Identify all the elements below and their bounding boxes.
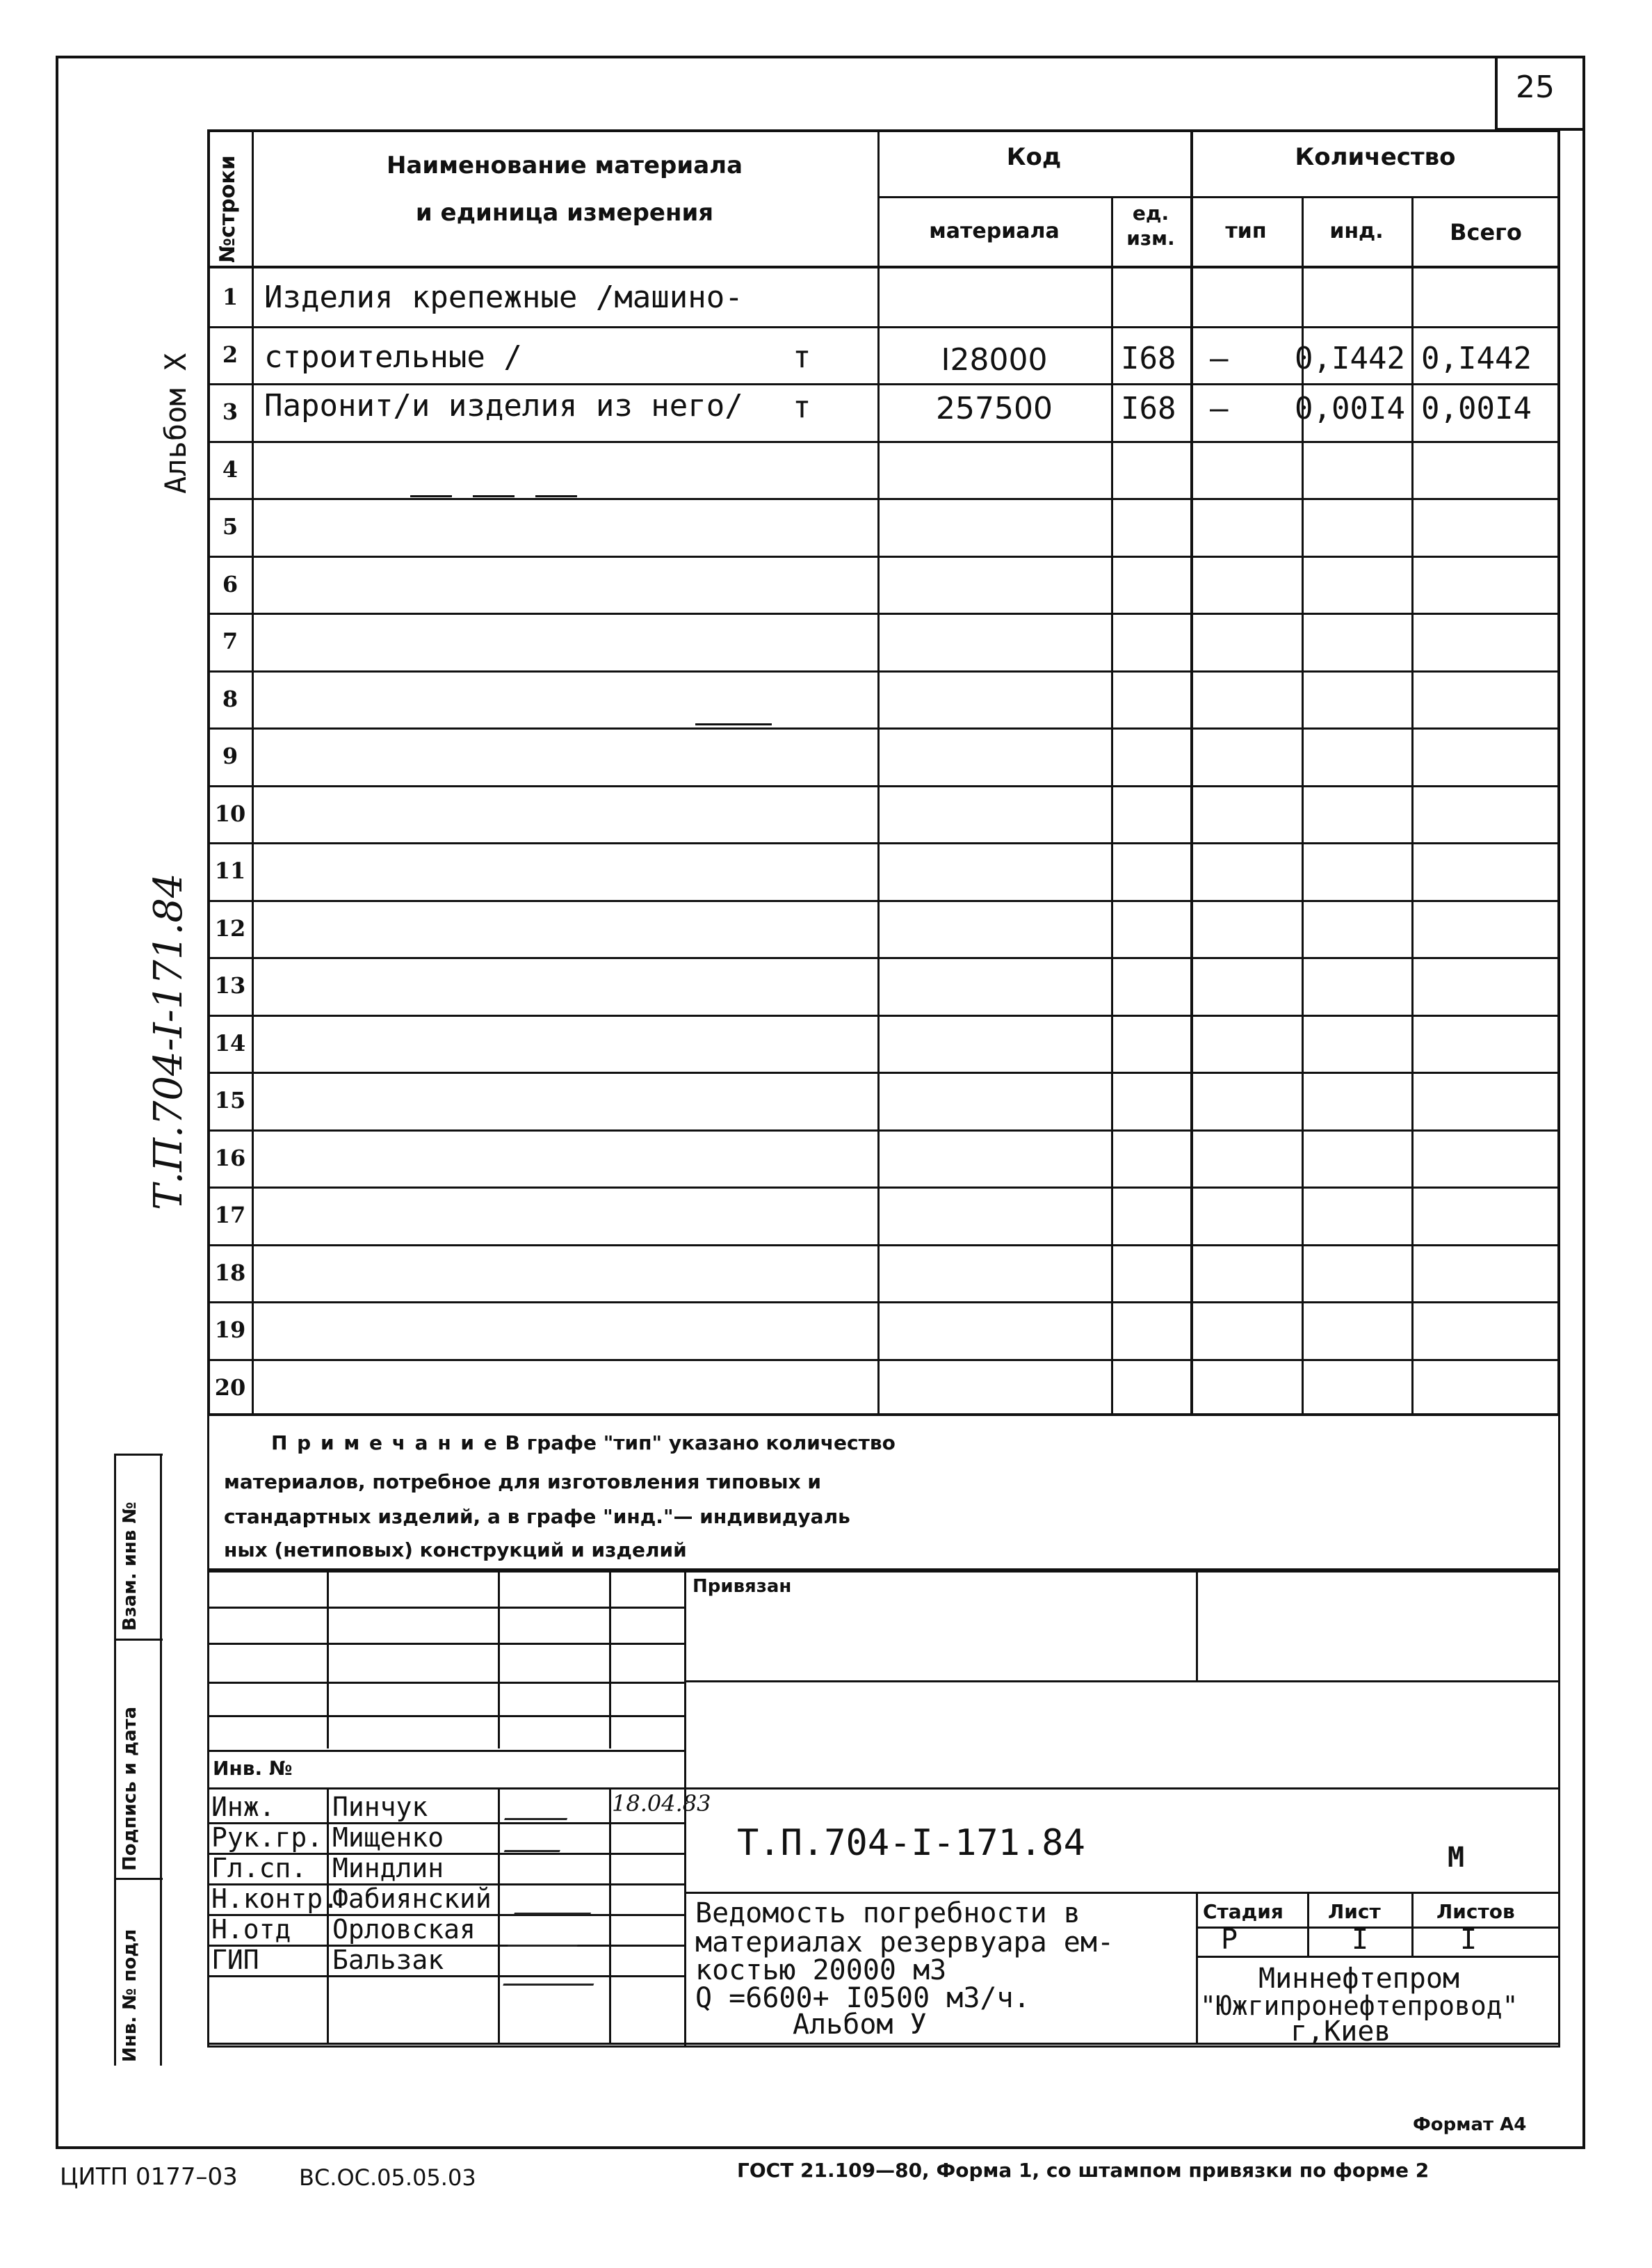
- header-qty-tip: тип: [1225, 219, 1267, 243]
- table-row: [207, 1072, 1560, 1074]
- staff-role: Рук.гр.: [211, 1822, 323, 1853]
- signature-5: [503, 1960, 602, 1986]
- row3-tip: –: [1210, 391, 1229, 426]
- dash-mark-3: [535, 495, 577, 497]
- row2-tip: –: [1210, 341, 1229, 376]
- stamp-left-v2: [498, 1570, 500, 1748]
- dash-mark-4: [695, 723, 772, 725]
- note-line-4: ных (нетиповых) конструкций и изделий: [224, 1538, 687, 1561]
- header-name-line2: и единица измерения: [415, 199, 714, 227]
- row-number: 3: [222, 399, 238, 425]
- sheet-label: Лист: [1328, 1900, 1381, 1923]
- table-row: [207, 670, 1560, 673]
- stamp-left-line-4: [207, 1715, 684, 1717]
- inv-no-label: Инв. №: [213, 1757, 293, 1780]
- label-inv: Инв. № подл: [120, 1929, 140, 2062]
- signature-4: [508, 1927, 585, 1947]
- table-row: [207, 842, 1560, 844]
- row-number: 4: [222, 456, 238, 483]
- table-row: [207, 1015, 1560, 1017]
- page-number: 25: [1516, 70, 1555, 105]
- org-line-1: Миннефтепром: [1258, 1963, 1459, 1995]
- main-stamp-v-sign: [498, 1787, 500, 2045]
- stamp-left-line-1: [207, 1607, 684, 1609]
- table-row: [207, 1301, 1560, 1303]
- header-name-line1: Наименование материала: [386, 152, 743, 179]
- stamp-privyazan-sep: [1196, 1570, 1198, 1680]
- row-number: 7: [222, 628, 238, 654]
- staff-role: ГИП: [211, 1945, 259, 1975]
- table-row: [207, 900, 1560, 902]
- table-row: [207, 785, 1560, 787]
- header-qty: Количество: [1295, 143, 1456, 171]
- table-row: [207, 556, 1560, 558]
- col-line-tip: [1302, 196, 1304, 1416]
- album-label: Альбом X: [159, 353, 193, 494]
- stamp-title-3: костью 20000 м3: [695, 1954, 947, 1986]
- note-line-1: [271, 1431, 896, 1454]
- stamp-left-line-2: [207, 1643, 684, 1645]
- col-line-nrow: [252, 129, 254, 1416]
- stamp-col-sep-1: [114, 1454, 163, 1456]
- dash-mark-1: [410, 495, 452, 497]
- header-unit-2: изм.: [1126, 227, 1175, 250]
- org-line-3: г,Киев: [1290, 2016, 1391, 2048]
- row-number: 17: [214, 1202, 246, 1228]
- col-line-unit: [1190, 129, 1193, 1416]
- row2-unit: т: [793, 339, 811, 375]
- row-number: 14: [214, 1029, 246, 1056]
- row3-code: 257500: [936, 391, 1053, 426]
- stamp-doc-code: Т.П.704-I-171.84: [737, 1822, 1085, 1864]
- privyazan-label: Привязан: [693, 1576, 792, 1597]
- row-number: 13: [214, 972, 246, 999]
- sheets-label: Листов: [1436, 1900, 1515, 1923]
- stamp-col-sep-2: [114, 1639, 163, 1641]
- row3-name: Паронит/и изделия из него/: [264, 388, 743, 424]
- stamp-letter: М: [1448, 1842, 1465, 1874]
- row-number: 1: [222, 284, 238, 310]
- stamp-col-line-1: [114, 1454, 116, 2066]
- note-line-3: стандартных изделий, а в графе "инд."— индивидуаль: [224, 1505, 850, 1528]
- stamp-title-2: материалах резервуара ем-: [695, 1927, 1115, 1959]
- table-row: [207, 1359, 1560, 1361]
- format-label: Формат А4: [1413, 2114, 1527, 2135]
- signature-1: [504, 1801, 574, 1820]
- staff-row-line: [207, 1975, 684, 1977]
- stamp-privyazan-bottom: [684, 1680, 1560, 1682]
- row2-total: 0,I442: [1421, 341, 1532, 376]
- row1-name: Изделия крепежные /машино-: [264, 280, 743, 315]
- table-row: [207, 613, 1560, 615]
- row-number: 2: [222, 341, 238, 368]
- col-line-name: [877, 129, 880, 1416]
- row-number: 19: [214, 1317, 246, 1343]
- staff-name: Пинчук: [332, 1792, 428, 1822]
- main-stamp-v-sheet: [1307, 1892, 1309, 1956]
- stamp-title-4: Q =6600+ I0500 м3/ч.: [695, 1982, 1030, 2014]
- stage-label: Стадия: [1203, 1900, 1283, 1923]
- sheets-value: I: [1460, 1924, 1477, 1956]
- stamp-left-line-3: [207, 1682, 684, 1684]
- sheet-value: I: [1352, 1924, 1369, 1956]
- stamp-title-5: Альбом У: [793, 2009, 927, 2041]
- table-row: [207, 383, 1560, 385]
- row3-unit-code: I68: [1121, 391, 1176, 426]
- header-split-line: [877, 196, 1559, 198]
- row-number: 15: [214, 1087, 246, 1113]
- main-stamp-v-sheets: [1411, 1892, 1414, 1956]
- row2-ind: 0,I442: [1295, 341, 1405, 376]
- table-row: [207, 1187, 1560, 1189]
- header-code: Код: [1006, 143, 1062, 171]
- stage-value: Р: [1221, 1924, 1238, 1956]
- footer-code-mid: ВС.ОС.05.05.03: [299, 2164, 476, 2191]
- materials-table: [207, 129, 1560, 1416]
- row2-name: строительные /: [264, 339, 522, 375]
- header-qty-ind: инд.: [1329, 219, 1384, 243]
- header-bottom-line: [207, 266, 1560, 268]
- row-number: 18: [214, 1259, 246, 1286]
- row3-unit: т: [793, 389, 811, 425]
- row-number: 16: [214, 1144, 246, 1171]
- stamp-left-line-5: [207, 1750, 684, 1752]
- staff-name: Фабиянский: [332, 1883, 492, 1914]
- table-row: [207, 1244, 1560, 1246]
- stamp-left-v3: [609, 1570, 611, 1748]
- table-row: [207, 957, 1560, 959]
- footer-code-left: ЦИТП 0177–03: [60, 2163, 238, 2191]
- note-rest: В графе "тип" указано количество: [505, 1431, 896, 1454]
- col-line-code: [1111, 196, 1113, 1416]
- label-podpis: Подпись и дата: [120, 1706, 140, 1871]
- stamp-title-1: Ведомость погребности в: [695, 1897, 1080, 1929]
- row-number: 20: [214, 1374, 246, 1401]
- main-stamp-org-line: [1196, 1956, 1560, 1958]
- row2-code: I28000: [941, 342, 1048, 378]
- row2-unit-code: I68: [1121, 341, 1176, 376]
- table-row: [207, 326, 1560, 328]
- header-code-material: материала: [929, 219, 1060, 243]
- label-vzam: Взам. инв №: [120, 1502, 140, 1631]
- row-number: 11: [214, 858, 246, 884]
- stamp-col-sep-3: [114, 1878, 163, 1880]
- note-lead: П р и м е ч а н и е: [271, 1431, 499, 1454]
- org-line-2: "Южгипронефтепровод": [1200, 1990, 1519, 2021]
- main-stamp-v-stage: [1196, 1892, 1198, 2045]
- row-number: 8: [222, 685, 238, 712]
- staff-role: Инж.: [211, 1792, 275, 1822]
- table-row: [207, 1129, 1560, 1132]
- staff-role: Н.контр.: [211, 1883, 339, 1914]
- staff-name: Миндлин: [332, 1853, 444, 1883]
- signature-3: [514, 1892, 599, 1915]
- main-stamp-v-date: [609, 1787, 611, 2045]
- header-nrow: №строки: [216, 155, 240, 263]
- signature-2: [504, 1832, 567, 1852]
- staff-row-line: [207, 1945, 684, 1947]
- footer-gost: ГОСТ 21.109—80, Форма 1, со штампом привязки по форме 2: [737, 2159, 1430, 2182]
- main-stamp-mid: [684, 1892, 1560, 1894]
- side-doc-code: Т.П.704-I-171.84: [146, 873, 191, 1210]
- row-number: 6: [222, 570, 238, 597]
- row3-total: 0,00I4: [1421, 391, 1532, 426]
- stamp-left-v1: [327, 1570, 329, 1748]
- date-handwritten: 18.04.83: [612, 1790, 711, 1817]
- table-row: [207, 441, 1560, 443]
- header-qty-total: Всего: [1450, 219, 1522, 246]
- main-stamp-stage-line: [1196, 1927, 1560, 1929]
- staff-name: Бальзак: [332, 1945, 444, 1975]
- col-line-ind: [1411, 196, 1414, 1416]
- row-number: 9: [222, 743, 238, 769]
- table-row: [207, 727, 1560, 730]
- staff-name: Мищенко: [332, 1822, 444, 1853]
- staff-role: Н.отд: [211, 1914, 291, 1945]
- table-row: [207, 498, 1560, 500]
- header-unit-1: ед.: [1132, 202, 1169, 225]
- staff-name: Орловская: [332, 1914, 476, 1945]
- row-number: 12: [214, 915, 246, 942]
- stamp-col-line-2: [160, 1454, 162, 2066]
- row-number: 10: [214, 800, 246, 827]
- main-stamp-v-name: [327, 1787, 329, 2045]
- row-number: 5: [222, 513, 238, 540]
- dash-mark-2: [473, 495, 515, 497]
- staff-role: Гл.сп.: [211, 1853, 307, 1883]
- row3-ind: 0,00I4: [1295, 391, 1405, 426]
- note-line-2: материалов, потребное для изготовления типовых и: [224, 1470, 821, 1493]
